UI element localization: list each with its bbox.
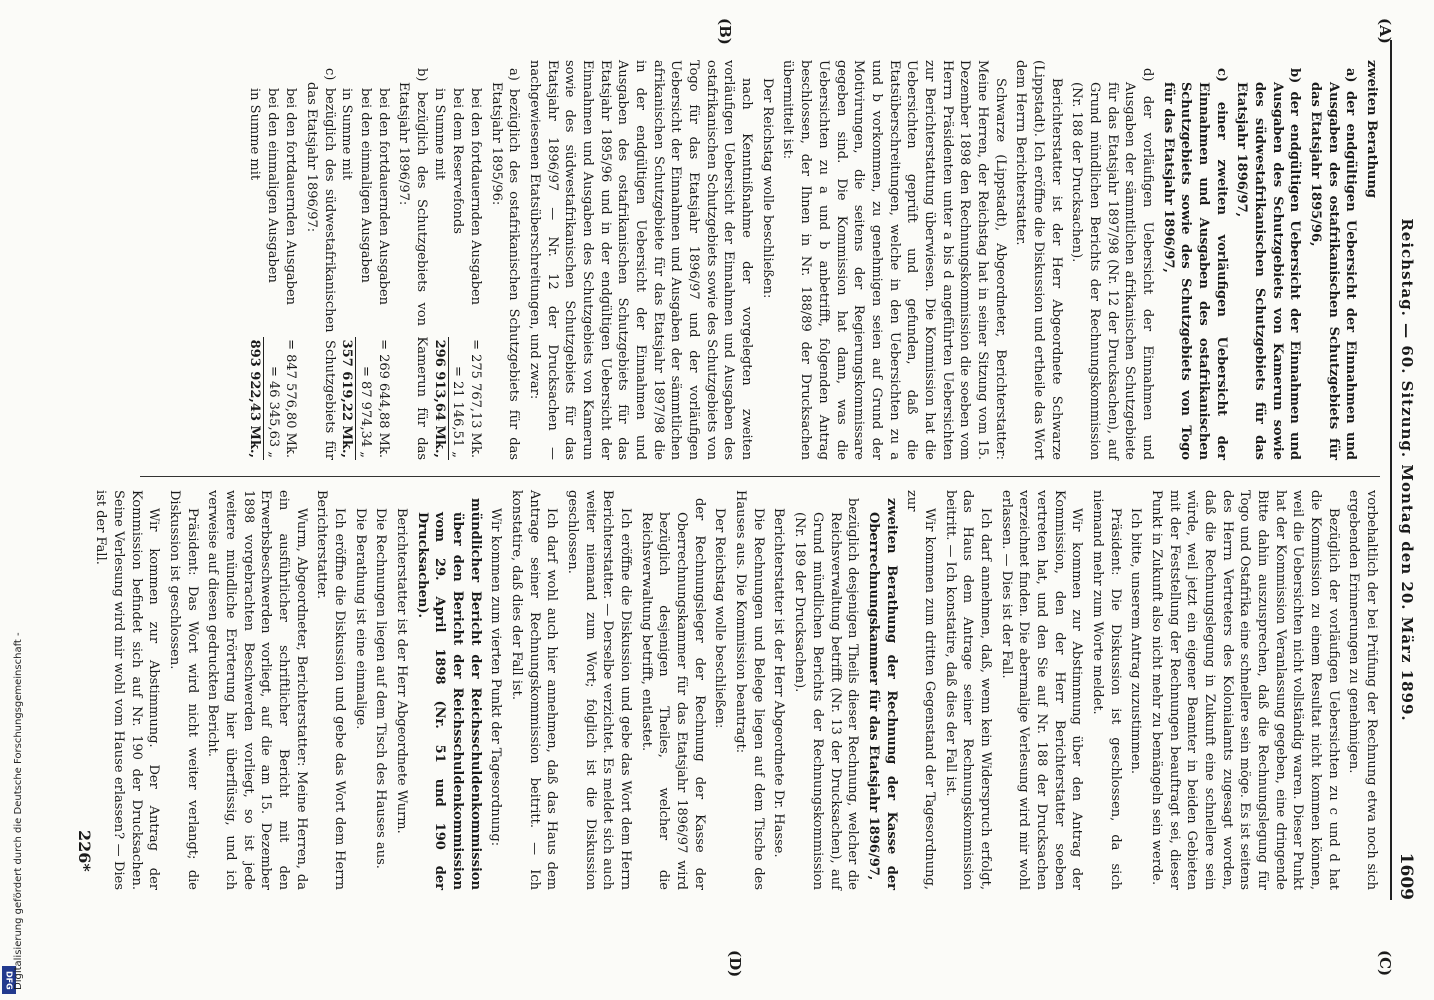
margin-mark-b: (B) (716, 18, 734, 45)
paragraph: zweiten Berathung der Rechnung der Kasse der Oberrechnungskammer für das Etatsjahr 1896/97, (865, 498, 899, 890)
paragraph: Wir kommen zur Abstimmung. Der Antrag der Kommission befindet sich auf Nr. 190 der Drucksachen. Seine Verlesung wird mir wohl vom Hause erlassen? — Dies ist der Fall. (93, 490, 162, 890)
table-cell: bei dem Reservefonds (449, 88, 465, 234)
paragraph: Ich darf wohl auch hier annehmen, daß das Haus dem Antrage seiner Rechnungskommission beitritt. — Ich konstatire, daß dies der Fall ist. (509, 490, 560, 890)
paragraph: Ich darf annehmen, daß, wenn kein Widerspruch erfolgt, das Haus dem Antrage seiner Rechnungskommission beitritt. — Ich konstatire, daß dies der Fall ist. (942, 490, 993, 890)
paragraph: a) der endgültigen Uebersicht der Einnahmen und Ausgaben des ostafrikanischen Schutzgebiets für das Etatsjahr 1895/96, (1307, 68, 1359, 460)
paragraph: Präsident: Das Wort wird nicht weiter verlangt; die Diskussion ist geschlossen. (167, 490, 200, 890)
table-cell: bei den einmaligen Ausgaben (265, 88, 281, 283)
paragraph: Ich eröffne die Diskussion und gebe das Wort dem Herrn Berichterstatter. (314, 490, 348, 890)
table-cell: = 269 644,88 Mk. (375, 339, 391, 458)
margin-mark-c: (C) (1376, 950, 1394, 977)
table-row (374, 60, 392, 460)
margin-mark-d: (D) (726, 950, 744, 978)
table-cell: = 87 974,34 „ (356, 337, 374, 460)
paragraph: b) der endgültigen Uebersicht der Einnahmen und Ausgaben des Schutzgebiets von Kamerun sowie des südwestafrikanischen Schutzgebiets für das Etatsjahr 1896/97, (1234, 68, 1303, 460)
left-column (100, 60, 1380, 460)
table-cell: bei den fortdauernden Ausgaben (283, 88, 299, 306)
table-cell: 357 619,22 Mk., (339, 339, 355, 458)
paragraph: der Rechnungsleger der Rechnung der Kasse der Oberrechnungskammer für das Etatsjahr 1896/97 wird bezüglich desjenigen Theiles, welcher die Reichsverwaltung betrifft, entlastet. (638, 498, 707, 890)
paragraph: Ich bitte, unserem Antrag zuzustimmen. (1128, 508, 1144, 775)
paragraph: Berichterstatter ist der Herr Abgeordnete Schwarze (Lippstadt). Ich eröffne die Diskussion und ertheile das Wort dem Herrn Berichterstatter. (1013, 60, 1064, 460)
section-a-table (430, 60, 484, 460)
table-row (338, 60, 356, 460)
table-row (282, 60, 300, 460)
paragraph: Ich eröffne die Diskussion und gebe das Wort dem Herrn Berichterstatter. — Derselbe verzichtet. Es meldet sich auch weiter niemand zum Wort; folglich ist die Diskussion geschlossen. (565, 490, 634, 890)
column-divider (140, 476, 1380, 477)
table-row (245, 60, 263, 460)
paragraph: Wir kommen zum vierten Punkt der Tagesordnung: (488, 508, 504, 847)
section-a-heading: a) bezüglich des ostafrikanischen Schutzgebiets für das Etatsjahr 1895/96: (488, 68, 522, 460)
table-cell: in Summe mit (247, 88, 263, 181)
paragraph: zweiten Berathung (1364, 60, 1379, 199)
paragraph: Berichterstatter ist der Herr Abgeordnete Wurm. (394, 508, 410, 834)
paragraph: Die Berathung ist eine einmalige. (352, 508, 368, 730)
page-number: 1609 (1396, 852, 1416, 900)
paragraph: d) der vorläufigen Uebersicht der Einnahmen und Ausgaben der sämmtlichen afrikanischen Schutzgebiete für das Etatsjahr 1897/98 (Nr. 12 der Drucksachen), auf Grund mündlichen Berichts der Rechnungskommission (Nr. 188 der Drucksachen). (1069, 68, 1155, 460)
paragraph: Präsident: Die Diskussion ist geschlossen, da sich niemand mehr zum Worte meldet. (1089, 490, 1123, 890)
margin-mark-a: (A) (1376, 18, 1394, 44)
table-cell: bei den fortdauernden Ausgaben (468, 88, 484, 306)
table-row (430, 60, 448, 460)
table-cell: in Summe mit (339, 88, 355, 181)
table-row (356, 60, 374, 460)
section-c-heading: c) bezüglich des südwestafrikanischen Schutzgebiets für das Etatsjahr 1896/97: (304, 68, 337, 460)
table-cell: = 21 146,51 „ (448, 337, 466, 460)
paragraph: Die Rechnungen und Belege liegen auf dem Tische des Hauses aus. Die Kommission beantragt: (733, 490, 766, 890)
paragraph: Bezüglich der vorläufigen Uebersichten zu c und d hat die Kommission zu einem Resultat nicht kommen können, weil die Uebersichten nicht vollständig waren. Dieser Punkt hat der Kommission Veranlassung gegeben, eine dringende Bitte dahin auszusprechen, daß die Rechnungslegung für Togo und Ostafrika eine schnellere sein möge. Es ist seitens des Herrn Vertreters des Kolonialamts zugesagt worden, daß die Rechnungslegung in Zukunft eine schnellere sein würde, weil jetzt ein eigener Beamter in beiden Gebieten mit der Feststellung der Rechnungen beauftragt sei, dieser Punkt in Zukunft also nicht mehr zu bemängeln sein werde. (1148, 490, 1341, 890)
credit-text: Digitalisierung gefördert durch die Deutsche Forschungsgemeinschaft - (13, 632, 24, 990)
table-cell: bei den einmaligen Ausgaben (357, 88, 373, 283)
paragraph: Der Reichstag wolle beschließen: (759, 78, 775, 299)
dfg-logo-icon: DFG (2, 966, 16, 994)
paragraph: Wir kommen zum dritten Gegenstand der Tagesordnung, zur (904, 490, 937, 890)
paragraph: Wir kommen zur Abstimmung über den Antrag der Kommission, den der Herr Berichterstatter soeben vertreten hat, und den Sie auf Nr. 188 der Drucksachen verzeichnet finden. Die abermalige Verlesung wird mir wohl erlassen. — Dies ist der Fall. (998, 490, 1085, 890)
table-cell: = 847 576,80 Mk. (283, 339, 299, 458)
paragraph: mündlicher Bericht der Reichsschuldenkommission über den Bericht der Reichsschuldenkommission vom 29. April 1898 (Nr. 51 und 190 der Drucksachen). (414, 498, 483, 890)
paragraph: Schwarze (Lippstadt), Abgeordneter, Berichterstatter: Meine Herren, der Reichstag hat in seiner Sitzung vom 15. Dezember 1898 den Rechnungskommission die soeben vom Herrn Präsidenten unter a bis d angeführten Uebersichten zur Berichterstattung überwiesen. Die Kommission hat die Uebersichten geprüft und gefunden, daß die Etatsüberschreitungen, welche in den Uebersichten zu a und b vorkommen, zu genehmigen seien auf Grund der Motivirungen, die seitens der Regierungskommissare gegeben sind. Die Kommission hat dann, was die Uebersichten zu a und b anbetrifft, folgenden Antrag beschlossen, der Ihnen in Nr. 188/89 der Drucksachen übermittelt ist: (780, 60, 1008, 460)
paragraph: c) einer zweiten vorläufigen Uebersicht der Einnahmen und Ausgaben des ostafrikanischen Schutzgebiets sowie des Schutzgebiets von Togo für das Etatsjahr 1896/97, (1160, 68, 1229, 460)
page-title: Reichstag. — 60. Sitzung. Montag den 20. März 1899. (1398, 218, 1416, 722)
paragraph: Wurm, Abgeordneter, Berichterstatter: Meine Herren, da ein ausführlicher schriftlicher Bericht mit den Erwerbsbeschwerden vorliegt, auf die am 15. Dezember 1898 vorgebrachten Beschwerden vorliegt, so ist jede weitere mündliche Erörterung hier überflüssig, und ich verweise auf diesen gedruckten Bericht. (205, 490, 309, 890)
paragraph: vorbehaltlich der bei Prüfung der Rechnung etwa noch sich ergebenden Erinnerungen zu genehmigen. (1346, 490, 1379, 890)
table-cell: bei den fortdauernden Ausgaben (375, 88, 391, 306)
table-cell: 893 922,43 Mk., (247, 339, 263, 458)
table-cell: = 46 345,63 „ (264, 337, 282, 460)
section-b-heading: b) bezüglich des Schutzgebiets von Kamerun für das Etatsjahr 1896/97: (396, 68, 430, 460)
page-footer-mark: 226* (75, 830, 94, 872)
paragraph: Der Reichstag wolle beschließen: (712, 508, 728, 729)
paragraph: Berichterstatter ist der Herr Abgeordnete Dr. Hasse. (771, 508, 787, 858)
page-header (1390, 40, 1418, 900)
table-row (448, 60, 466, 460)
table-row (466, 60, 484, 460)
table-cell: 296 913,64 Mk., (431, 339, 447, 458)
table-cell: = 275 767,13 Mk. (468, 339, 484, 458)
paragraph: Die Rechnungen liegen auf dem Tisch des Hauses aus. (373, 508, 389, 869)
table-cell: in Summe mit (431, 88, 447, 181)
section-b-table (338, 60, 392, 460)
paragraph: nach Kenntnißnahme der vorgelegten zweiten vorläufigen Uebersicht der Einnahmen und Ausgaben des ostafrikanischen Schutzgebiets sowie des Schutzgebiets von Togo für das Etatsjahr 1896/97 und der vorläufigen Uebersicht der Einnahmen und Ausgaben der sämmtlichen afrikanischen Schutzgebiete für das Etatsjahr 1897/98 die in der endgültigen Uebersicht der Einnahmen und Ausgaben des ostafrikanischen Schutzgebiets für das Etatsjahr 1895/96 und in der endgültigen Uebersicht der Einnahmen und Ausgaben des Schutzgebiets von Kamerun sowie des südwestafrikanischen Schutzgebiets für das Etatsjahr 1896/97 — Nr. 12 der Drucksachen — nachgewiesenen Etatsüberschreitungen, und zwar: (527, 60, 755, 460)
right-column (93, 490, 1380, 890)
paragraph: bezüglich desjenigen Theils dieser Rechnung, welcher die Reichsverwaltung betrifft (Nr. 13 der Drucksachen), auf Grund mündlichen Berichts der Rechnungskommission (Nr. 189 der Drucksachen). (792, 498, 861, 890)
section-c-table (245, 60, 299, 460)
table-row (264, 60, 282, 460)
